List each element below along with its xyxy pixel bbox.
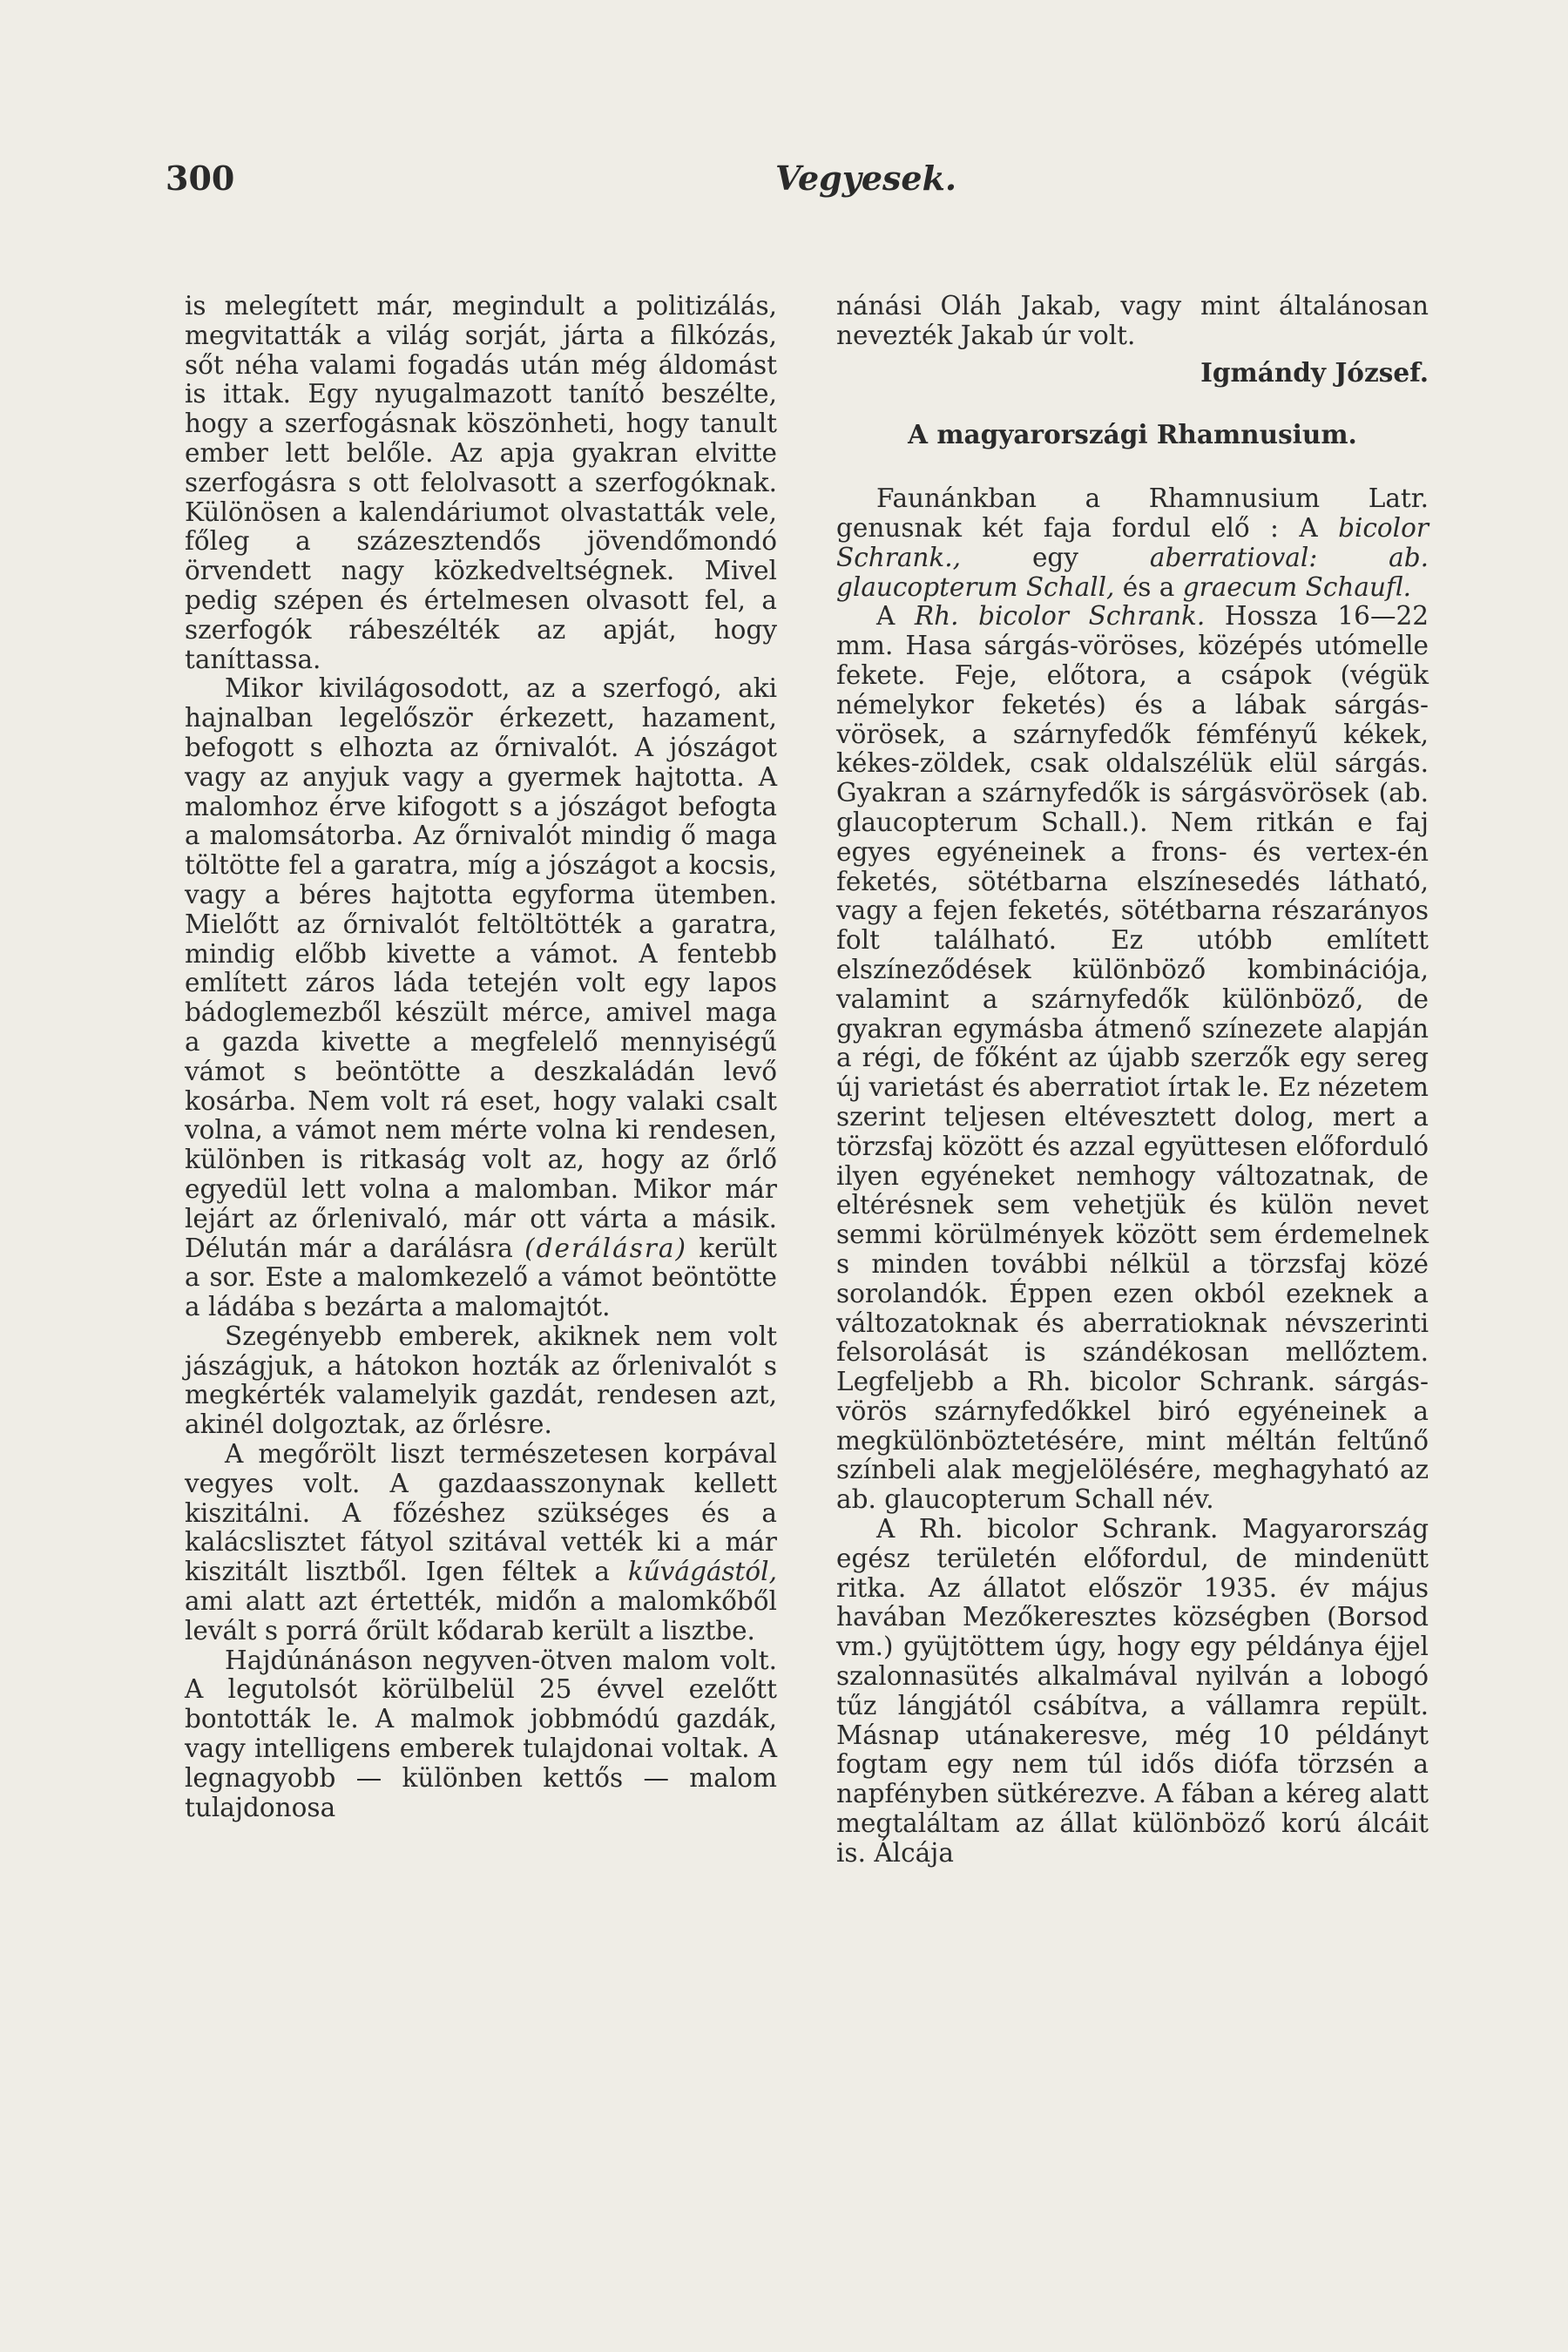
paragraph: Faunánkban a Rhamnusium Latr. genusnak két faja fordul elő : A bicolor Schrank., egy aberratioval: ab. glaucopterum Schall, és a graecum Schaufl. <box>836 483 1429 602</box>
page-header <box>166 159 1446 211</box>
left-column <box>185 292 777 1822</box>
author-signature: Igmándy József. <box>1200 356 1429 388</box>
paragraph: Szegényebb emberek, akiknek nem volt jászágjuk, a hátokon hozták az őrlenivalót s megkérték valamelyik gazdát, rendesen azt, akinél dolgoztak, az őrlésre. <box>185 1321 777 1440</box>
italic-term: kűvágástól, <box>627 1557 777 1587</box>
paragraph: A megőrölt liszt természetesen korpával vegyes volt. A gazdaasszonynak kellett kiszitálni. A főzéshez szükséges és a kalácslisztet fátyol szitával vették ki a már kiszitált lisztből. Igen féltek a kűvágástól, ami alatt azt értették, midőn a malomkőből levált s porrá őrült kődarab került a lisztbe. <box>185 1439 777 1646</box>
italic-term: (derálásra) <box>524 1233 688 1263</box>
paragraph: A Rh. bicolor Schrank. Magyarország egész területén előfordul, de mindenütt ritka. Az állatot először 1935. év május havában Mezőkeresztes községben (Borsod vm.) gyüjtöttem úgy, hogy egy példánya éjjel szalonnasütés alkalmával nyilván a lobogó tűz lángjától csábítva, a vállamra repült. Másnap utánakeresve, még 10 példányt fogtam egy nem túl idős diófa törzsén a napfényben sütkérezve. A fában a kéreg alatt megtaláltam az állat különböző korú álcáit is. Álcája <box>836 1514 1429 1868</box>
paragraph: Mikor kivilágosodott, az a szerfogó, aki hajnalban legelőször érkezett, hazament, befogott s elhozta az őrnivalót. A jószágot vagy az anyjuk vagy a gyermek hajtotta. A malomhoz érve kifogott s a jószágot befogta a malomsátorba. Az őrnivalót mindig ő maga töltötte fel a garatra, míg a jószágot a kocsis, vagy a béres hajtotta egyforma ütemben. Mielőtt az őrnivalót feltöltötték a garatra, mindig előbb kivette a vámot. A fentebb említett záros láda tetején volt egy lapos bádoglemezből készült mérce, amivel maga a gazda kivette a megfelelő mennyiségű vámot s beöntötte a deszkaládán levő kosárba. Nem volt rá eset, hogy valaki csalt volna, a vámot nem mérte volna ki rendesen, különben is ritkaság volt az, hogy az őrlő egyedül lett volna a malomban. Mikor már lejárt az őrlenivaló, már ott várta a másik. Délután már a darálásra (derálásra) került a sor. Este a malomkezelő a vámot beöntötte a ládába s bezárta a malomajtót. <box>185 673 777 1322</box>
right-column <box>836 292 1429 1869</box>
running-title: Vegyesek. <box>775 159 957 198</box>
paragraph: A Rh. bicolor Schrank. Hossza 16—22 mm. Hasa sárgás-vöröses, középés utómelle fekete. Feje, előtora, a csápok (végük némelykor feketés) és a lábak sárgás-vörösek, a szárnyfedők fémfényű kékek, kékes-zöldek, csak oldalszélük elül sárgás. Gyakran a szárnyfedők is sárgásvörösek (ab. glaucopterum Schall.). Nem ritkán e faj egyes egyéneinek a frons- és vertex-én feketés, sötétbarna elszínesedés látható, vagy a fejen feketés, sötétbarna részarányos folt található. Ez utóbb említett elszíneződések különböző kombinációja, valamint a szárnyfedők különböző, de gyakran egymásba átmenő színezete alapján a régi, de főként az újabb szerzők egy sereg új varietást és aberratiot írtak le. Ez nézetem szerint teljesen eltévesztett dolog, mert a törzsfaj között és azzal együttesen előforduló ilyen egyéneket nemhogy változatnak, de eltérésnek sem vehetjük és külön nevet semmi körülmények között sem érdemelnek s minden további nélkül a törzsfaj közé sorolandók. Éppen ezen okból ezeknek a változatoknak és aberratioknak névszerinti felsorolását is szándékosan mellőztem. Legfeljebb a Rh. bicolor Schrank. sárgás-vörös szárnyfedőkkel biró egyéneinek a megkülönböztetésére, mint méltán feltűnő színbeli alak megjelölésére, meghagyható az ab. glaucopterum Schall név. <box>836 601 1429 1515</box>
page-number: 300 <box>166 159 235 198</box>
paragraph: Hajdúnánáson negyven-ötven malom volt. A legutolsót körülbelül 25 évvel ezelőtt bontották le. A malmok jobbmódú gazdák, vagy intelligens emberek tulajdonai voltak. A legnagyobb — különben kettős — malom tulajdonosa <box>185 1645 777 1822</box>
paragraph: nánási Oláh Jakab, vagy mint általánosan nevezték Jakab úr volt. <box>836 291 1429 350</box>
paragraph: is melegített már, megindult a politizálás, megvitatták a világ sorját, járta a filkózás, sőt néha valami fogadás után még áldomást is ittak. Egy nyugalmazott tanító beszélte, hogy a szerfogásnak köszönheti, hogy tanult ember lett belőle. Az apja gyakran elvitte szerfogásra s ott felolvasott a szerfogóknak. Különösen a kalendáriumot olvastatták vele, főleg a százesztendős jövendőmondó örvendett nagy közkedveltségnek. Mivel pedig szépen és értelmesen olvasott fel, a szerfogók rábeszélték az apját, hogy taníttassa. <box>185 291 777 674</box>
article-title: A magyarországi Rhamnusium. <box>908 419 1357 450</box>
